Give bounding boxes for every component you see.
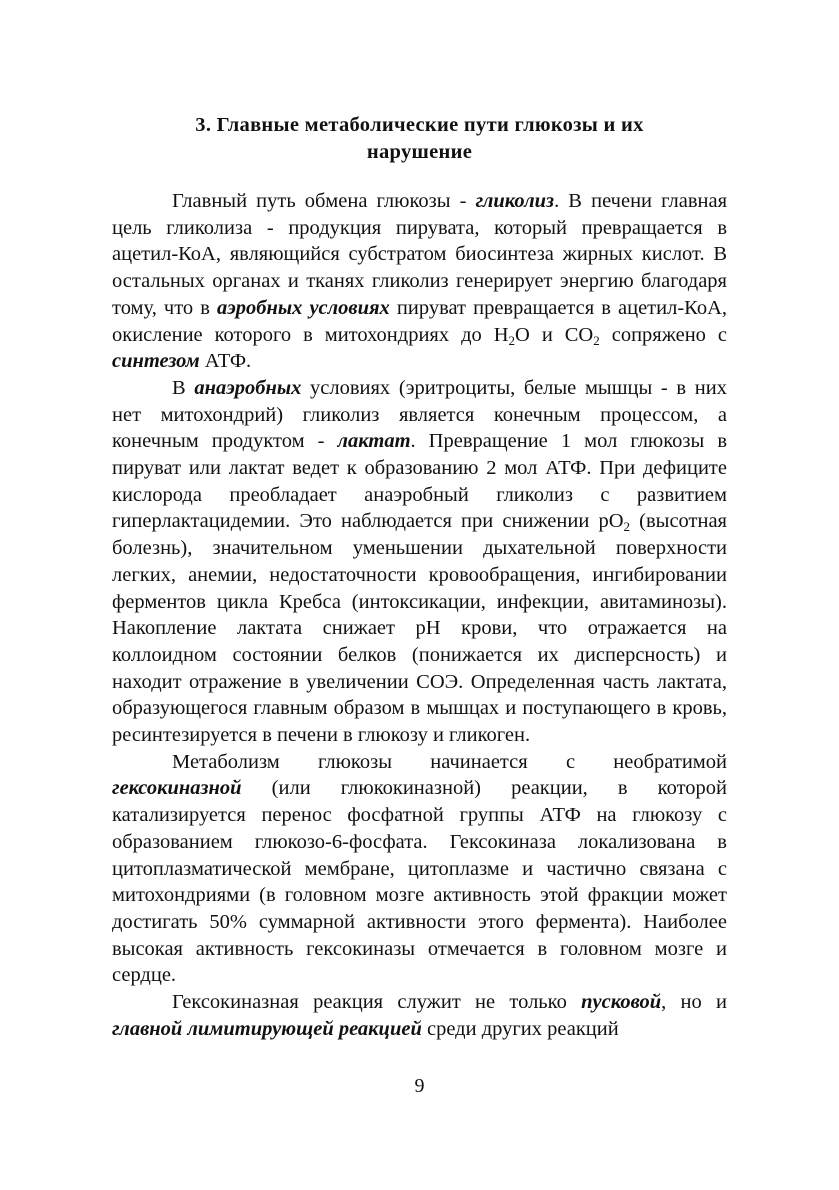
text-run: Метаболизм глюкозы начинается с необратимой bbox=[172, 750, 727, 773]
page-content bbox=[112, 112, 727, 1043]
text-run: среди других реакций bbox=[421, 1017, 619, 1040]
text-run: сопряжено с bbox=[599, 323, 727, 346]
emphasis-term: пусковой bbox=[581, 991, 662, 1014]
text-run: АТФ. bbox=[199, 350, 252, 373]
text-run: условиях (эритроциты, белые мышцы - в них нет митохондрий) гликолиз является конечным процессом, а конечным продуктом - bbox=[112, 376, 727, 453]
emphasis-term: синтезом bbox=[112, 350, 200, 373]
emphasis-term: гексокиназной bbox=[112, 777, 242, 800]
text-run: пируват превращается в ацетил-КоА, окисление которого в митохондриях до H bbox=[112, 296, 727, 346]
paragraph-hexokinase-reaction bbox=[112, 989, 727, 1042]
text-run: (высотная болезнь), значительном уменьшении дыхательной поверхности легких, анемии, недостаточности кровообращения, ингибировании ферментов цикла Кребса (интоксикации, инфекции, авитаминозы). Накопление лактата снижает pH крови, что отражается на коллоидном состоянии белков (понижается их дисперсность) и находит отражение в увеличении СОЭ. Определенная часть лактата, образующегося главным образом в мышцах и поступающего в кровь, ресинтезируется в печени в глюкозу и гликоген. bbox=[112, 510, 727, 747]
text-run: , но и bbox=[661, 991, 727, 1014]
subscript: 2 bbox=[593, 332, 600, 348]
text-run: Главный путь обмена глюкозы - bbox=[172, 190, 476, 212]
text-run: (или глюкокиназной) реакции, в которой катализируется перенос фосфатной группы АТФ на глюкозу с образованием глюкозо-6-фосфата. Гексокиназа локализована в цитоплазматической мембране, цитоплазме и частично связана с митохондриями (в головном мозге активность этой фракции может достигать 50% суммарной активности этого фермента). Наиболее высокая активность гексокиназы отмечается в головном мозге и сердце. bbox=[112, 777, 727, 987]
paragraph-hexokinase bbox=[112, 749, 727, 989]
text-run: O и CO bbox=[515, 323, 594, 346]
emphasis-term: главной лимитирующей реакцией bbox=[112, 1017, 422, 1040]
paragraph-anaerobic bbox=[112, 375, 727, 749]
subscript: 2 bbox=[508, 332, 516, 348]
text-run: Гексокиназная реакция служит не только bbox=[172, 991, 582, 1014]
paragraph-glycolysis bbox=[112, 188, 727, 375]
emphasis-term: лактат bbox=[337, 430, 411, 453]
emphasis-term: гликолиз bbox=[475, 190, 555, 212]
section-title-line2: нарушение bbox=[366, 141, 473, 163]
page-number: 9 bbox=[414, 1075, 425, 1097]
section-title bbox=[112, 112, 727, 166]
subscript: 2 bbox=[623, 519, 631, 535]
text-run: . Превращение 1 мол глюкозы в пируват или лактат ведет к образованию 2 мол АТФ. При дефиците кислорода преобладает анаэробный гликолиз с развитием гиперлактацидемии. Это наблюдается при снижении pO bbox=[112, 430, 728, 533]
emphasis-term: аэробных условиях bbox=[217, 296, 390, 319]
emphasis-term: анаэробных bbox=[194, 376, 302, 399]
text-run: . В печени главная цель гликолиза - продукция пирувата, который превращается в ацетил-КоА, являющийся субстратом биосинтеза жирных кислот. В остальных органах и тканях гликолиз генерирует энергию благодаря тому, что в bbox=[112, 190, 727, 319]
section-title-line1: 3. Главные метаболические пути глюкозы и их bbox=[195, 114, 644, 136]
text-run: В bbox=[172, 376, 195, 399]
